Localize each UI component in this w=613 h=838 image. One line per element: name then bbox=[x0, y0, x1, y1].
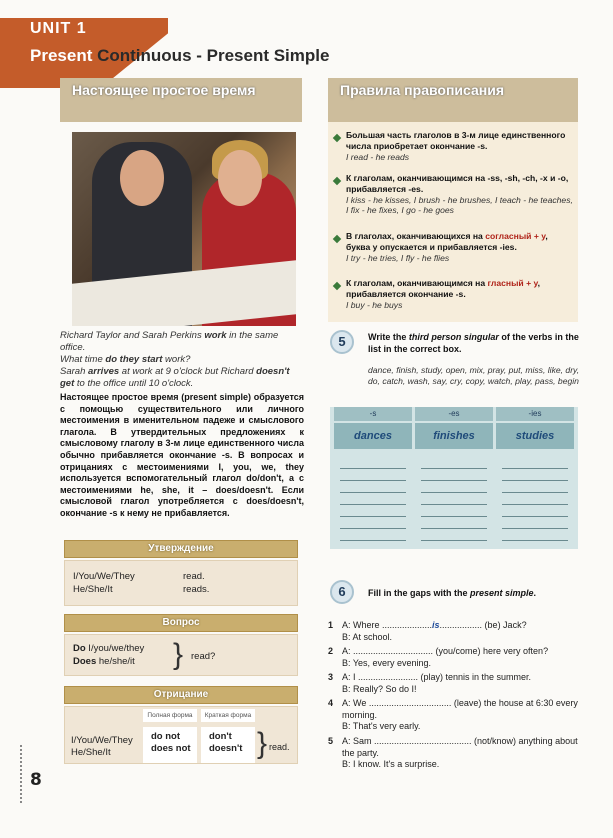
negative-header: Отрицание bbox=[64, 686, 298, 704]
negative-table: Полная форма Краткая форма I/You/We/They He/She/It do not does not don't doesn't } read. bbox=[64, 706, 298, 764]
brace-symbol: } bbox=[173, 638, 184, 671]
brace-symbol: } bbox=[257, 727, 268, 760]
affirmative-header: Утверждение bbox=[64, 540, 298, 558]
bullet-icon bbox=[333, 177, 341, 185]
gap-fill-item: 3 A: I ........................ (play) tennis in the summer. B: Really? So do I! bbox=[328, 672, 578, 696]
gap-fill-item: 2 A: ................................ (you/come) here very often? B: Yes, every evening. bbox=[328, 646, 578, 670]
exercise-6-instruction: Fill in the gaps with the present simple. bbox=[368, 588, 537, 598]
affirmative-table: I/You/We/They read. He/She/It reads. bbox=[64, 560, 298, 606]
section-heading-present-simple bbox=[60, 78, 302, 122]
spelling-rules-box bbox=[328, 122, 578, 322]
verb-sort-table bbox=[330, 407, 578, 549]
full-form-cell: do not does not bbox=[143, 727, 197, 763]
exercise-number-6: 6 bbox=[330, 580, 354, 604]
short-form-label: Краткая форма bbox=[201, 709, 255, 722]
column-es: -es finishes bbox=[415, 407, 493, 549]
spelling-rule: К глаголам, оканчивающимся на гласный + y, прибавляется окончание -s. I buy - he buys bbox=[346, 278, 541, 310]
bullet-icon bbox=[333, 134, 341, 142]
question-header: Вопрос bbox=[64, 614, 298, 632]
exercise-number-5: 5 bbox=[330, 330, 354, 354]
spelling-rule: Большая часть глаголов в 3-м лице единственного числа приобретает окончание -s. I read - he reads bbox=[346, 130, 566, 162]
column-ies: -ies studies bbox=[496, 407, 574, 549]
gap-fill-line[interactable]: A: Where ....................is................. (be) Jack? bbox=[342, 620, 527, 630]
full-form-label: Полная форма bbox=[143, 709, 197, 722]
grammar-rule-text: Настоящее простое время (present simple) образуется с помощью существительного или личного местоимения в именительном падеже и смыслового глагола. В утвердительных предложениях к смысловому глаголу в 3-м лице единственного числа обычно прибавляется окончание -s. В вопросах и отрицаниях с местоимениями I, you, we, they используется вспомогательный глагол do/don't, а с местоимениями he, she, it – does/doesn't. Если смысловой глагол употребляется с does/doesn't, окончание -s к нему не прибавляется. bbox=[60, 392, 304, 518]
heading-text: Правила правописания bbox=[340, 82, 504, 98]
margin-dots bbox=[20, 745, 22, 805]
spelling-rule: В глаголах, оканчивающихся на согласный + y, буква у опускается и прибавляется -ies. I try - he tries, I fly - he flies bbox=[346, 231, 548, 263]
spelling-rule: К глаголам, оканчивающимся на -ss, -sh, -ch, -x и -o, прибавляется -es. I kiss - he kisses, I brush - he brushes, I teach - he teaches, I fix - he fixes, I go - he goes bbox=[346, 173, 573, 216]
gap-fill-line[interactable]: A: ................................ (you/come) here very often? bbox=[342, 646, 549, 656]
heading-text: Настоящее простое время bbox=[72, 82, 256, 98]
gap-fill-item: 1 A: Where ....................is................. (be) Jack? B: At school. bbox=[328, 620, 578, 644]
question-table: Do I/you/we/they Does he/she/it } read? bbox=[64, 634, 298, 676]
verb-list: dance, finish, study, open, mix, pray, put, miss, like, dry, do, catch, wash, say, cry, copy, watch, play, pass, begin bbox=[368, 365, 580, 386]
unit-label: UNIT 1 bbox=[30, 20, 87, 37]
answer-lines[interactable] bbox=[421, 457, 487, 545]
gap-fill-line[interactable]: A: I ........................ (play) tennis in the summer. bbox=[342, 672, 532, 682]
bullet-icon bbox=[333, 282, 341, 290]
answer-lines[interactable] bbox=[502, 457, 568, 545]
gap-fill-line[interactable]: A: Sam ....................................... (not/know) anything about the party. bbox=[342, 736, 578, 758]
page-number: 8 bbox=[30, 770, 42, 790]
short-form-cell: don't doesn't bbox=[201, 727, 255, 763]
unit-title-first: Present bbox=[30, 46, 93, 65]
gap-fill-item: 5 A: Sam ....................................... (not/know) anything about the party. B: I know. It's a surprise. bbox=[328, 736, 578, 769]
unit-title bbox=[30, 46, 329, 66]
photo-caption: Richard Taylor and Sarah Perkins work in the same office. What time do they start work? Sarah arrives at work at 9 o'clock but Richard doesn't get to the office until 10 o'clock. bbox=[60, 330, 290, 389]
answer-lines[interactable] bbox=[340, 457, 406, 545]
column-s: -s dances bbox=[334, 407, 412, 549]
office-photo bbox=[72, 132, 296, 326]
exercise-5-instruction: Write the third person singular of the verbs in the list in the correct box. bbox=[368, 332, 579, 354]
section-heading-spelling-rules bbox=[328, 78, 578, 122]
bullet-icon bbox=[333, 235, 341, 243]
unit-title-rest: Continuous - Present Simple bbox=[92, 46, 330, 65]
gap-fill-line[interactable]: A: We ................................. (leave) the house at 6:30 every morning. bbox=[342, 698, 578, 720]
gap-fill-item: 4 A: We ................................. (leave) the house at 6:30 every morning. B: That's very early. bbox=[328, 698, 578, 731]
